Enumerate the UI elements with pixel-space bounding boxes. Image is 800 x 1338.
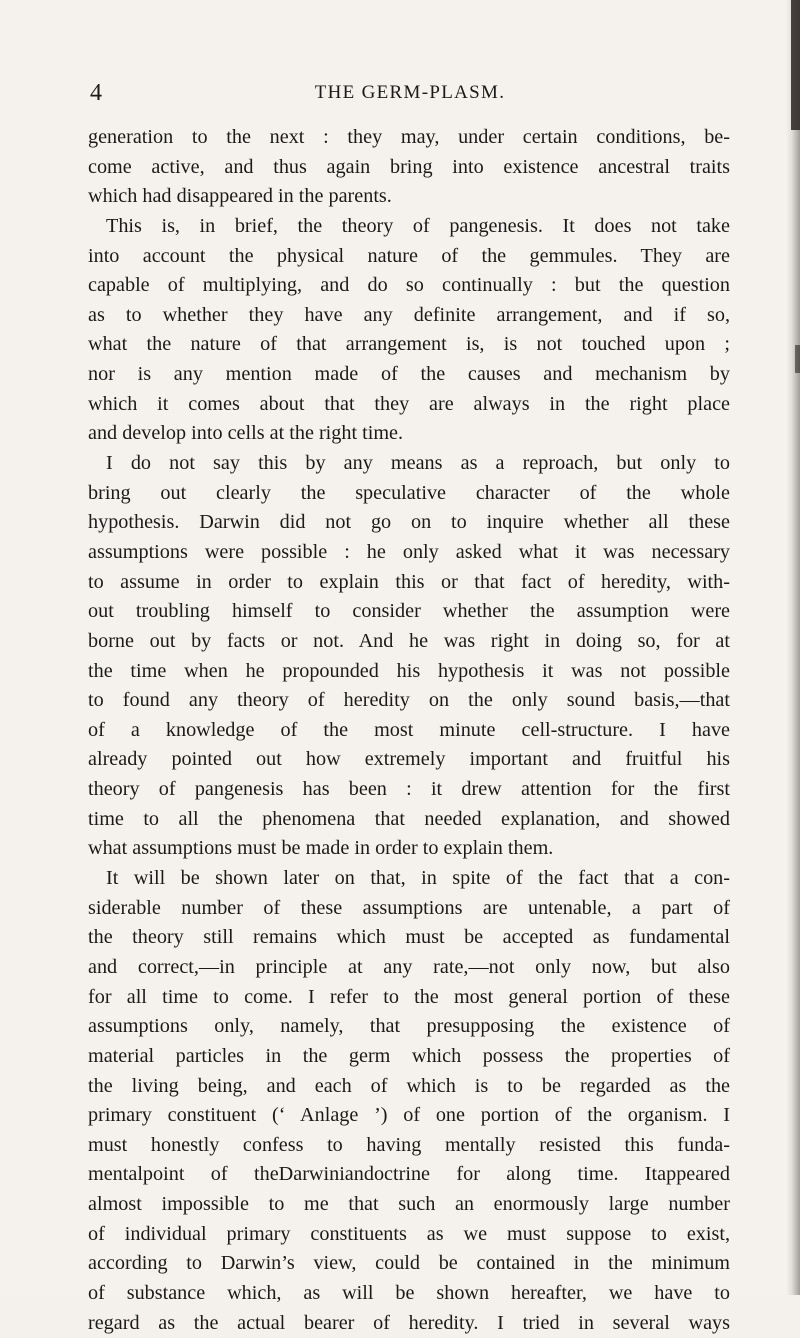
text-line: to assume in order to explain this or that fact of heredity, with- [88, 570, 730, 593]
text-line: the time when he propounded his hypothesis it was not possible [88, 659, 730, 682]
paragraph-start-line: It will be shown later on that, in spite of the fact that a con- [106, 867, 730, 890]
text-line: which had disappeared in the parents. [88, 185, 392, 208]
running-title: THE GERM-PLASM. [314, 82, 506, 103]
text-line: regard as the actual bearer of heredity. I tried in several ways [88, 1311, 730, 1334]
text-line: which it comes about that they are always in the right place [88, 392, 730, 415]
text-line: the theory still remains which must be accepted as fundamental [88, 926, 730, 949]
page-edge-shadow [786, 0, 800, 1295]
text-line: siderable number of these assumptions are untenable, a part of [88, 896, 730, 919]
text-line: out troubling himself to consider whether the assumption were [88, 600, 730, 623]
text-line: the living being, and each of which is to be regarded as the [88, 1074, 730, 1097]
text-line: assumptions were possible : he only asked what it was necessary [88, 540, 730, 563]
text-line: into account the physical nature of the gemmules. They are [88, 244, 730, 267]
text-line: what assumptions must be made in order to explain them. [88, 837, 554, 860]
text-line: come active, and thus again bring into existence ancestral traits [88, 155, 730, 178]
text-line: and correct,—in principle at any rate,—not only now, but also [88, 955, 730, 978]
text-line: time to all the phenomena that needed explanation, and showed [88, 807, 730, 830]
text-line: capable of multiplying, and do so continually : but the question [88, 274, 730, 297]
text-line: generation to the next : they may, under certain conditions, be- [88, 126, 730, 148]
paragraph-start-line: I do not say this by any means as a reproach, but only to [106, 452, 730, 475]
text-line: hypothesis. Darwin did not go on to inquire whether all these [88, 511, 730, 534]
text-line: and develop into cells at the right time. [88, 422, 404, 445]
paragraph-start-line: This is, in brief, the theory of pangenesis. It does not take [106, 214, 730, 237]
text-line: bring out clearly the speculative character of the whole [88, 481, 730, 504]
text-line: primary constituent (‘ Anlage ’) of one portion of the organism. I [88, 1104, 730, 1127]
page-edge-mark [795, 345, 800, 373]
running-head [90, 80, 730, 110]
text-line: material particles in the germ which possess the properties of [88, 1044, 730, 1067]
text-line: of individual primary constituents as we must suppose to exist, [88, 1222, 730, 1245]
page-edge-mark [791, 0, 800, 130]
body-text [88, 123, 730, 1338]
text-line: as to whether they have any definite arrangement, and if so, [88, 303, 730, 326]
text-line: according to Darwin’s view, could be contained in the minimum [88, 1252, 730, 1275]
text-line: of substance which, as will be shown hereafter, we have to [88, 1281, 730, 1304]
text-line: borne out by facts or not. And he was right in doing so, for at [88, 629, 730, 652]
text-line: to found any theory of heredity on the only sound basis,—that [88, 689, 730, 712]
text-line: mentalpoint of theDarwiniandoctrine for along time. Itappeared [88, 1163, 730, 1186]
text-line: must honestly confess to having mentally resisted this funda- [88, 1133, 730, 1156]
text-line: already pointed out how extremely important and fruitful his [88, 748, 730, 771]
page-number: 4 [90, 80, 103, 106]
text-line: assumptions only, namely, that presupposing the existence of [88, 1015, 730, 1038]
text-line: nor is any mention made of the causes and mechanism by [88, 363, 730, 386]
text-line: for all time to come. I refer to the most general portion of these [88, 985, 730, 1008]
text-line: theory of pangenesis has been : it drew attention for the first [88, 778, 730, 801]
text-line: what the nature of that arrangement is, is not touched upon ; [88, 333, 730, 356]
text-line: of a knowledge of the most minute cell-structure. I have [88, 718, 730, 741]
text-line: almost impossible to me that such an enormously large number [88, 1193, 730, 1216]
